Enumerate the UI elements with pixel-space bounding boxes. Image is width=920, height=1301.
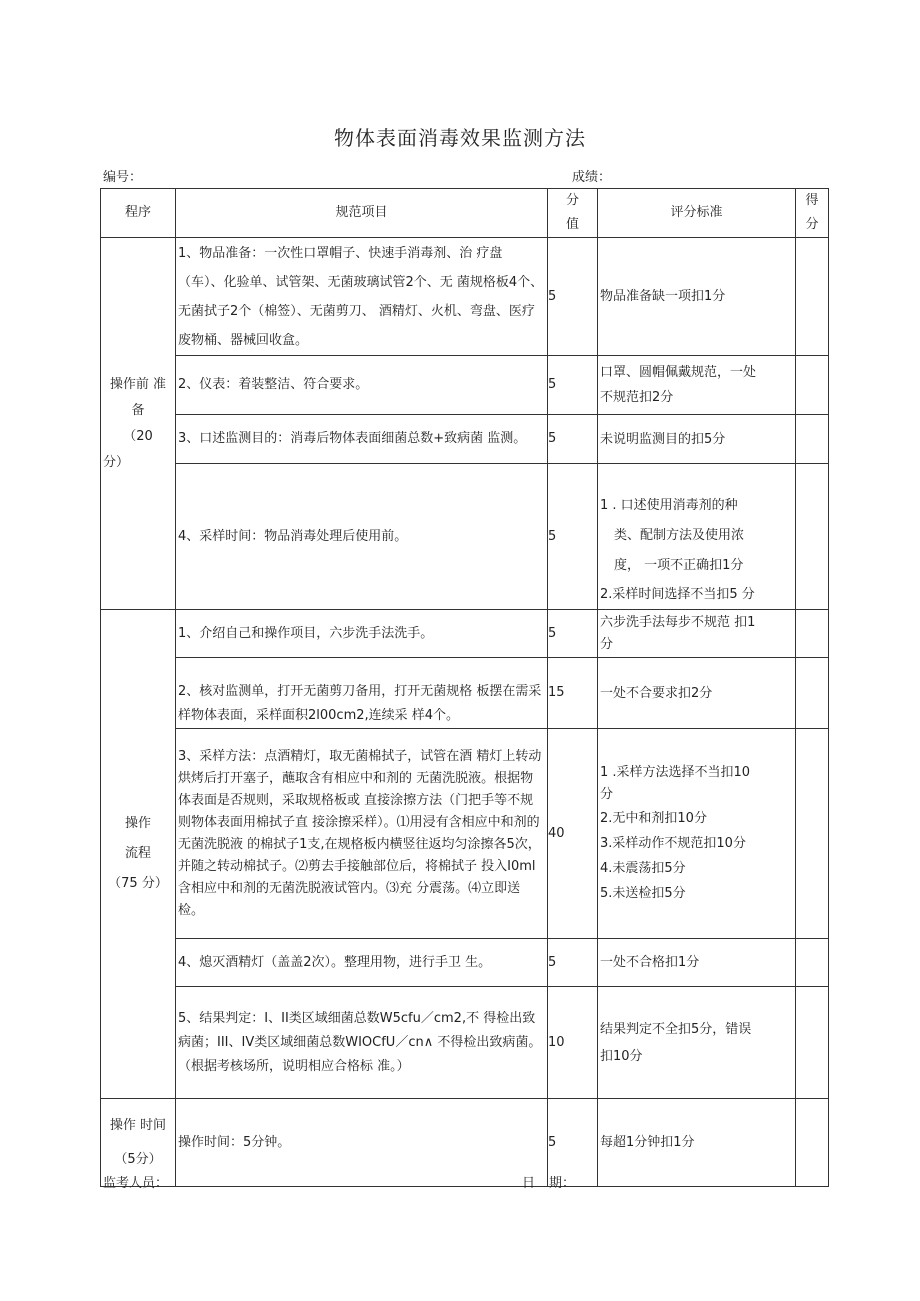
- section-prep-name: 操作前 准 备 （20 分）: [101, 238, 176, 610]
- item-criteria: 一处不合要求扣2分: [598, 658, 796, 729]
- table-row: [101, 729, 829, 939]
- item-score: 40: [548, 729, 598, 939]
- score-label: 成绩：: [572, 170, 612, 185]
- item-result: [796, 987, 829, 1099]
- table-header-row: [101, 189, 829, 238]
- table-row: [101, 464, 829, 610]
- item-criteria: 1 .采样方法选择不当扣10 分 2.无中和剂扣10分 3.采样动作不规范扣10分 4.未震荡扣5分 5.未送检扣5分: [598, 729, 796, 939]
- header-score: 分 值: [548, 189, 598, 238]
- item-score: 5: [548, 415, 598, 464]
- item-criteria: 结果判定不全扣5分，错误 扣10分: [598, 987, 796, 1099]
- item-result: [796, 464, 829, 610]
- item-text: 2、核对监测单，打开无菌剪刀备用，打开无菌规格 板摆在需采样物体表面，采样面积2l00cm2,连续采 样4个。: [176, 658, 548, 729]
- supervisor-label: 监考人员：: [103, 1176, 169, 1191]
- assessment-table: [100, 188, 829, 1187]
- item-result: [796, 610, 829, 658]
- item-result: [796, 415, 829, 464]
- header-result: 得 分: [796, 189, 829, 238]
- item-text: 3、采样方法：点酒精灯，取无菌棉拭子，试管在酒 精灯上转动烘烤后打开塞子，蘸取含有相应中和剂的 无菌洗脱液。根据物体表面是否规则，采取规格板或 直接涂擦方法（门把手等不规则物体表面用棉拭子直 接涂擦采样）。⑴用浸有含相应中和剂的无菌洗脱液 的棉拭子1支,在规格板内横竖往返均匀涂擦各5次， 并随之转动棉拭子。⑵剪去手接触部位后，将棉拭子 投入I0ml含相应中和剂的无菌洗脱液试管内。⑶充 分震荡。⑷立即送检。: [176, 729, 548, 939]
- item-score: 5: [548, 1099, 598, 1187]
- header-criteria: 评分标准: [598, 189, 796, 238]
- table-row: [101, 610, 829, 658]
- item-text: 4、熄灭酒精灯（盖盖2次）。整理用物，进行手卫 生。: [176, 939, 548, 987]
- table-row: [101, 658, 829, 729]
- item-score: 5: [548, 610, 598, 658]
- item-criteria: 未说明监测目的扣5分: [598, 415, 796, 464]
- item-criteria: 口罩、圆帽佩戴规范，一处 不规范扣2分: [598, 356, 796, 415]
- item-criteria: 1 . 口述使用消毒剂的种 类、配制方法及使用浓 度， 一项不正确扣1分 2.采样时间选择不当扣5 分: [598, 464, 796, 610]
- table-row: [101, 238, 829, 356]
- item-result: [796, 939, 829, 987]
- item-score: 5: [548, 939, 598, 987]
- table-row: [101, 415, 829, 464]
- item-score: 5: [548, 238, 598, 356]
- table-row: [101, 356, 829, 415]
- date-label-period: 期：: [549, 1176, 576, 1191]
- item-score: 5: [548, 356, 598, 415]
- table-row: [101, 1099, 829, 1187]
- item-text: 4、采样时间：物品消毒处理后使用前。: [176, 464, 548, 610]
- item-text: 5、结果判定：I、II类区域细菌总数W5cfu／cm2,不 得检出致病菌；III、IV类区域细菌总数WIOCfU／cn∧ 不得检出致病菌。（根据考核场所，说明相应合格标 准。）: [176, 987, 548, 1099]
- table-row: [101, 987, 829, 1099]
- item-criteria: 物品准备缺一项扣1分: [598, 238, 796, 356]
- page-title: 物体表面消毒效果监测方法: [334, 126, 586, 150]
- item-criteria: 每超1分钟扣1分: [598, 1099, 796, 1187]
- item-text: 操作时间：5分钟。: [176, 1099, 548, 1187]
- item-score: 15: [548, 658, 598, 729]
- item-criteria: 六步洗手法每步不规范 扣1 分: [598, 610, 796, 658]
- item-result: [796, 729, 829, 939]
- date-label-day: 日: [522, 1176, 536, 1191]
- item-result: [796, 658, 829, 729]
- item-result: [796, 1099, 829, 1187]
- table-row: [101, 939, 829, 987]
- item-criteria: 一处不合格扣1分: [598, 939, 796, 987]
- item-text: 2、仪表：着装整洁、符合要求。: [176, 356, 548, 415]
- item-text: 1、介绍自己和操作项目，六步洗手法洗手。: [176, 610, 548, 658]
- item-text: 3、口述监测目的：消毒后物体表面细菌总数+致病菌 监测。: [176, 415, 548, 464]
- number-label: 编号：: [103, 170, 143, 185]
- section-time-name: 操作 时间 （5分）: [101, 1099, 176, 1187]
- header-program: 程序: [101, 189, 176, 238]
- section-process-name: 操作 流程 （75 分）: [101, 610, 176, 1099]
- item-text: 1、物品准备：一次性口罩帽子、快速手消毒剂、治 疗盘（车）、化验单、试管架、无菌玻璃试管2个、无 菌规格板4个、无菌拭子2个（棉签）、无菌剪刀、 酒精灯、火机、弯盘、医疗废物桶、器械回收盒。: [176, 238, 548, 356]
- item-score: 5: [548, 464, 598, 610]
- header-item: 规范项目: [176, 189, 548, 238]
- item-score: 10: [548, 987, 598, 1099]
- item-result: [796, 356, 829, 415]
- item-result: [796, 238, 829, 356]
